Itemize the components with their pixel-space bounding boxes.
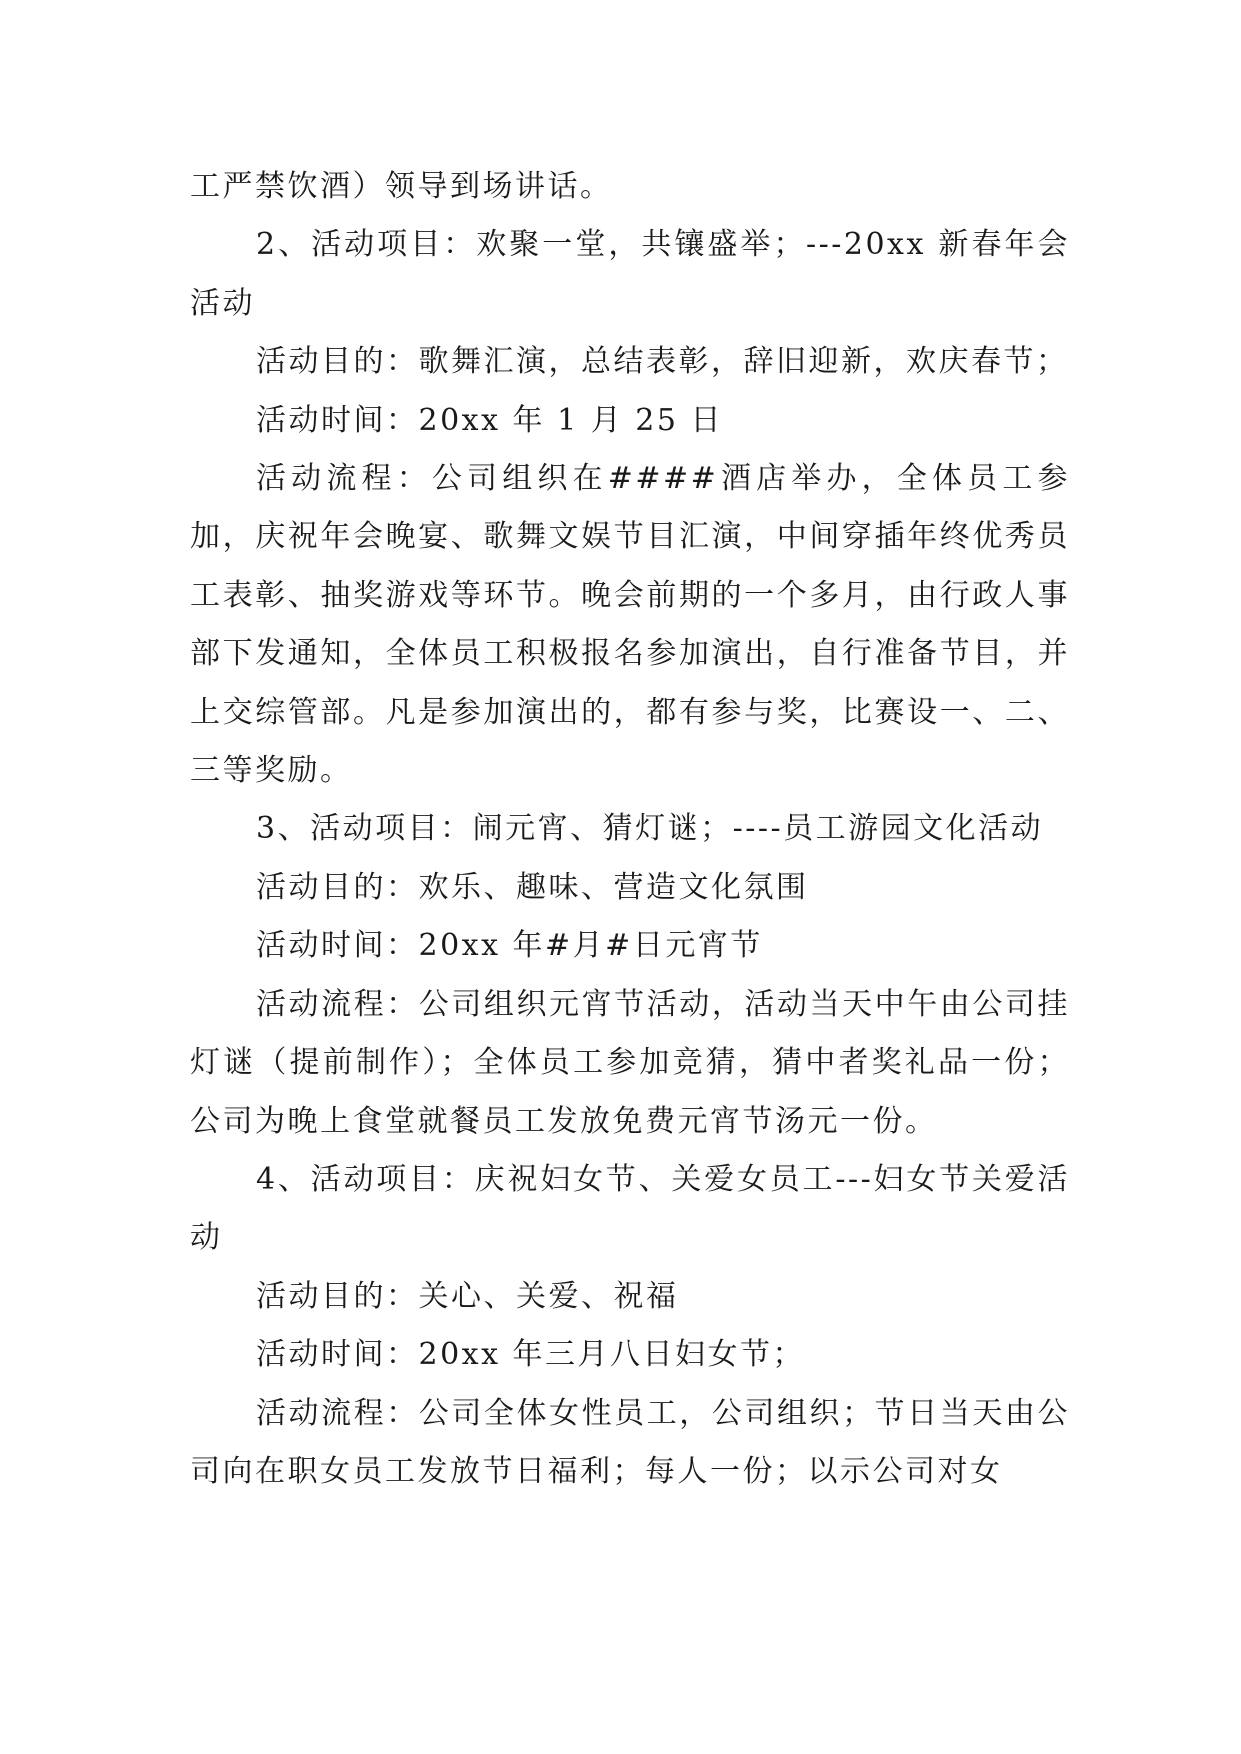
paragraph-item-2-title: 2、活动项目：欢聚一堂，共镶盛举；---20xx 新春年会活动 — [190, 227, 1070, 321]
paragraph-item-4-time: 活动时间：20xx 年三月八日妇女节； — [256, 1337, 806, 1373]
paragraph-continuation: 工严禁饮酒）领导到场讲话。 — [190, 169, 613, 204]
paragraph-item-2-purpose: 活动目的：歌舞汇演，总结表彰，辞旧迎新，欢庆春节； — [256, 344, 1069, 380]
paragraph-item-3-process: 活动流程：公司组织元宵节活动，活动当天中午由公司挂灯谜（提前制作）；全体员工参加竞猜，猜中者奖礼品一份；公司为晚上食堂就餐员工发放免费元宵节汤元一份。 — [190, 986, 1070, 1139]
document-body — [190, 158, 1070, 1501]
paragraph-item-4-title: 4、活动项目：庆祝妇女节、关爱女员工---妇女节关爱活动 — [190, 1161, 1070, 1256]
paragraph-item-2-process: 活动流程：公司组织在####酒店举办，全体员工参加，庆祝年会晚宴、歌舞文娱节目汇演，中间穿插年终优秀员工表彰、抽奖游戏等环节。晚会前期的一个多月，由行政人事部下发通知，全体员工积极报名参加演出，自行准备节目，并上交综管部。凡是参加演出的，都有参与奖，比赛设一、二、三等奖励。 — [190, 461, 1070, 789]
paragraph-item-2-time: 活动时间：20xx 年 1 月 25 日 — [256, 402, 723, 438]
paragraph-item-4-purpose: 活动目的：关心、关爱、祝福 — [256, 1278, 679, 1314]
paragraph-item-3-time: 活动时间：20xx 年#月#日元宵节 — [256, 928, 763, 964]
paragraph-item-3-purpose: 活动目的：欢乐、趣味、营造文化氛围 — [256, 869, 809, 905]
paragraph-item-3-title: 3、活动项目：闹元宵、猜灯谜；----员工游园文化活动 — [256, 811, 1044, 847]
paragraph-item-4-process: 活动流程：公司全体女性员工，公司组织；节日当天由公司向在职女员工发放节日福利；每人一份；以示公司对女 — [190, 1395, 1070, 1489]
